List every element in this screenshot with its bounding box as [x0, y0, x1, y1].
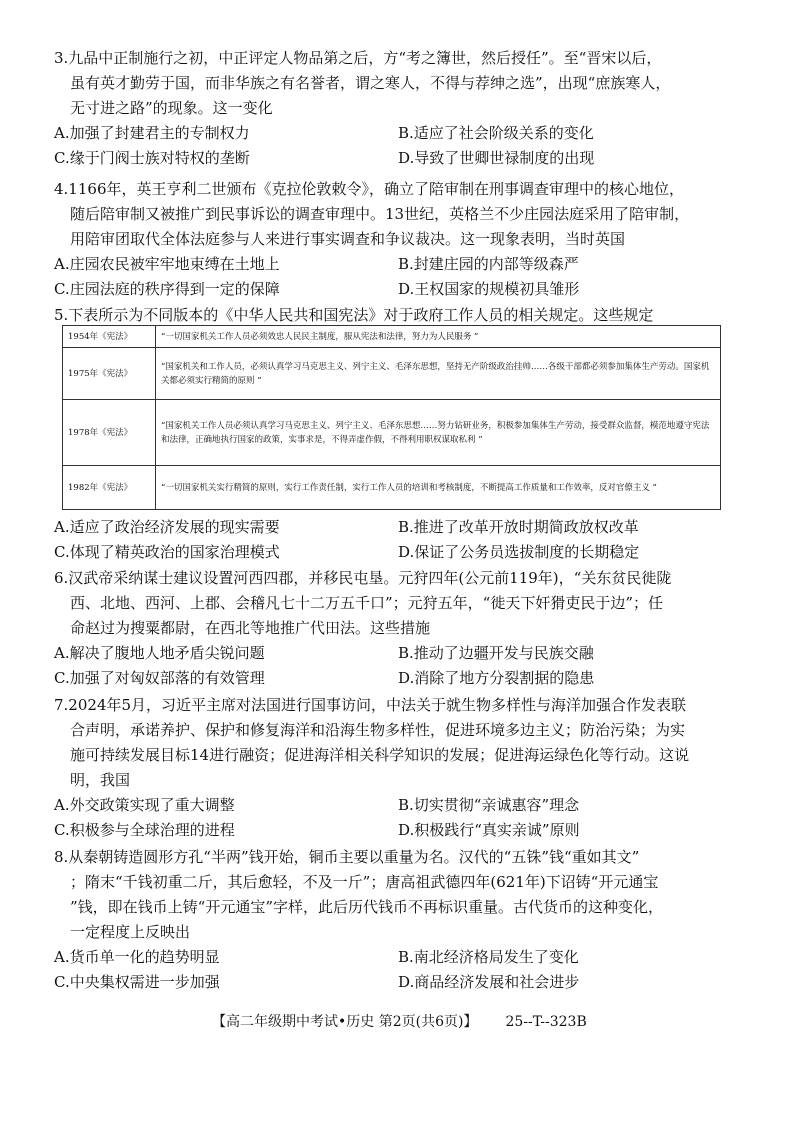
- option-a[interactable]: A.适应了政治经济发展的现实需要: [54, 518, 280, 536]
- table-cell-text: “国家机关工作人员必须认真学习马克思主义、列宁主义、毛泽东思想……努力钻研业务，积极参加集体生产劳动，接受群众监督，模范地遵守宪法和法律，正确地执行国家的政策，实事求是，不得弄虚作假，不得利用职权谋取私利 ”: [156, 400, 721, 466]
- paper-code: 25--T--323B: [505, 1014, 587, 1030]
- question-8: [54, 845, 744, 995]
- option-c[interactable]: C.缘于门阀士族对特权的垄断: [54, 149, 250, 167]
- option-b[interactable]: B.封建庄园的内部等级森严: [398, 255, 579, 273]
- question-8-stem-line-2: ；隋末“千钱初重二斤，其后愈轻，不及一斤”；唐高祖武德四年(621年)下诏铸“开元通宝: [70, 873, 659, 891]
- table-row: [63, 400, 721, 466]
- question-3-stem-line-1: 3.九品中正制施行之初，中正评定人物品第之后，方“考之簿世，然后授任”。至“晋宋以后，: [54, 49, 662, 67]
- option-b[interactable]: B.切实贯彻“亲诚惠容”理念: [398, 796, 580, 814]
- option-d[interactable]: D.积极践行“真实亲诚”原则: [398, 821, 580, 839]
- question-5-stem-line-1: 5.下表所示为不同版本的《中华人民共和国宪法》对于政府工作人员的相关规定。这些规定: [54, 306, 654, 324]
- option-d[interactable]: D.消除了地方分裂割据的隐患: [398, 669, 595, 687]
- table-cell-text: “一切国家机关工作人员必须效忠人民民主制度，服从宪法和法律，努力为人民服务 ”: [156, 326, 721, 348]
- question-7: [54, 693, 744, 843]
- question-6-stem-line-3: 命赵过为搜粟都尉，在西北等地推广代田法。这些措施: [70, 619, 431, 637]
- option-b[interactable]: B.南北经济格局发生了变化: [398, 948, 579, 966]
- option-d[interactable]: D.保证了公务员选拔制度的长期稳定: [398, 543, 640, 561]
- table-cell-year: 1978年《宪法》: [63, 400, 156, 466]
- question-5-options-block: [54, 515, 744, 565]
- table-cell-year: 1954年《宪法》: [63, 326, 156, 348]
- option-c[interactable]: C.积极参与全球治理的进程: [54, 821, 235, 839]
- option-a[interactable]: A.货币单一化的趋势明显: [54, 948, 220, 966]
- question-7-stem-line-4: 明，我国: [70, 771, 131, 789]
- option-b[interactable]: B.适应了社会阶级关系的变化: [398, 124, 594, 142]
- question-5-options: [54, 515, 744, 565]
- question-7-stem-line-2: 合声明，承诺养护、保护和修复海洋和沿海生物多样性，促进环境多边主义；防治污染；为实: [70, 721, 686, 739]
- question-8-options: [54, 945, 744, 995]
- question-3: [54, 46, 744, 171]
- question-6-stem-line-1: 6.汉武帝采纳谋士建议设置河西四郡，并移民屯垦。元狩四年(公元前119年)，“关东贫民徙陇: [54, 569, 672, 587]
- option-a[interactable]: A.加强了封建君主的专制权力: [54, 124, 250, 142]
- question-4-stem-line-2: 随后陪审制又被推广到民事诉讼的调查审理中。13世纪，英格兰不少庄园法庭采用了陪审制，: [70, 205, 690, 223]
- question-7-stem-line-1: 7.2024年5月，习近平主席对法国进行国事访问，中法关于就生物多样性与海洋加强合作发表联: [54, 696, 687, 714]
- table-row: [63, 326, 721, 348]
- table-cell-year: 1975年《宪法》: [63, 348, 156, 400]
- table-row: [63, 466, 721, 510]
- option-a[interactable]: A.解决了腹地人地矛盾尖锐问题: [54, 644, 265, 662]
- question-4: [54, 177, 744, 302]
- table-row: [63, 348, 721, 400]
- question-4-options: [54, 252, 744, 302]
- option-a[interactable]: A.庄园农民被牢牢地束缚在土地上: [54, 255, 280, 273]
- question-8-stem-line-4: 一定程度上反映出: [70, 923, 191, 941]
- option-d[interactable]: D.王权国家的规模初具雏形: [398, 280, 580, 298]
- option-d[interactable]: D.导致了世卿世禄制度的出现: [398, 149, 595, 167]
- question-7-options: [54, 793, 744, 843]
- table-cell-text: “一切国家机关实行精简的原则，实行工作责任制，实行工作人员的培训和考核制度，不断提高工作质量和工作效率，反对官僚主义 ”: [156, 466, 721, 510]
- question-8-stem-line-3: ”钱，即在钱币上铸“开元通宝”字样，此后历代钱币不再标识重量。古代货币的这种变化，: [70, 898, 664, 916]
- question-3-stem-line-2: 虽有英才勤劳于国，而非华族之有名誉者，谓之寒人，不得与荐绅之选”，出现“庶族寒人，: [70, 74, 671, 92]
- option-c[interactable]: C.加强了对匈奴部落的有效管理: [54, 669, 265, 687]
- question-4-stem-line-1: 4.1166年，英王亨利二世颁布《克拉伦敦敕令》，确立了陪审制在刑事调查审理中的核心地位，: [54, 180, 684, 198]
- option-d[interactable]: D.商品经济发展和社会进步: [398, 973, 580, 991]
- question-6-stem-line-2: 西、北地、西河、上郡、会稽凡七十二万五千口”；元狩五年，“徙天下奸猾吏民于边”；任: [70, 594, 664, 612]
- question-8-stem-line-1: 8.从秦朝铸造圆形方孔“半两”钱开始，铜币主要以重量为名。汉代的“五铢”钱“重如其文”: [54, 848, 640, 866]
- footer-label: 【高二年级期中考试•历史 第2页(共6页)】: [212, 1014, 478, 1030]
- option-c[interactable]: C.体现了精英政治的国家治理模式: [54, 543, 280, 561]
- question-4-stem-line-3: 用陪审团取代全体法庭参与人来进行事实调查和争议裁决。这一现象表明，当时英国: [70, 230, 626, 248]
- option-c[interactable]: C.庄园法庭的秩序得到一定的保障: [54, 280, 280, 298]
- option-b[interactable]: B.推动了边疆开发与民族交融: [398, 644, 594, 662]
- question-6-options: [54, 641, 744, 691]
- option-c[interactable]: C.中央集权需进一步加强: [54, 973, 220, 991]
- table-cell-text: “国家机关和工作人员，必须认真学习马克思主义、列宁主义、毛泽东思想，坚持无产阶级政治挂帅……各级干部都必须参加集体生产劳动。国家机关都必须实行精简的原则 ”: [156, 348, 721, 400]
- question-3-stem-line-3: 无寸进之路”的现象。这一变化: [70, 99, 273, 117]
- constitution-table: [62, 325, 721, 510]
- option-b[interactable]: B.推进了改革开放时期简政放权改革: [398, 518, 639, 536]
- option-a[interactable]: A.外交政策实现了重大调整: [54, 796, 235, 814]
- question-7-stem-line-3: 施可持续发展目标14进行融资；促进海洋相关科学知识的发展；促进海运绿色化等行动。这说: [70, 746, 690, 764]
- table-cell-year: 1982年《宪法》: [63, 466, 156, 510]
- page-footer: [212, 1011, 587, 1031]
- question-3-options: [54, 121, 744, 171]
- question-6: [54, 566, 744, 691]
